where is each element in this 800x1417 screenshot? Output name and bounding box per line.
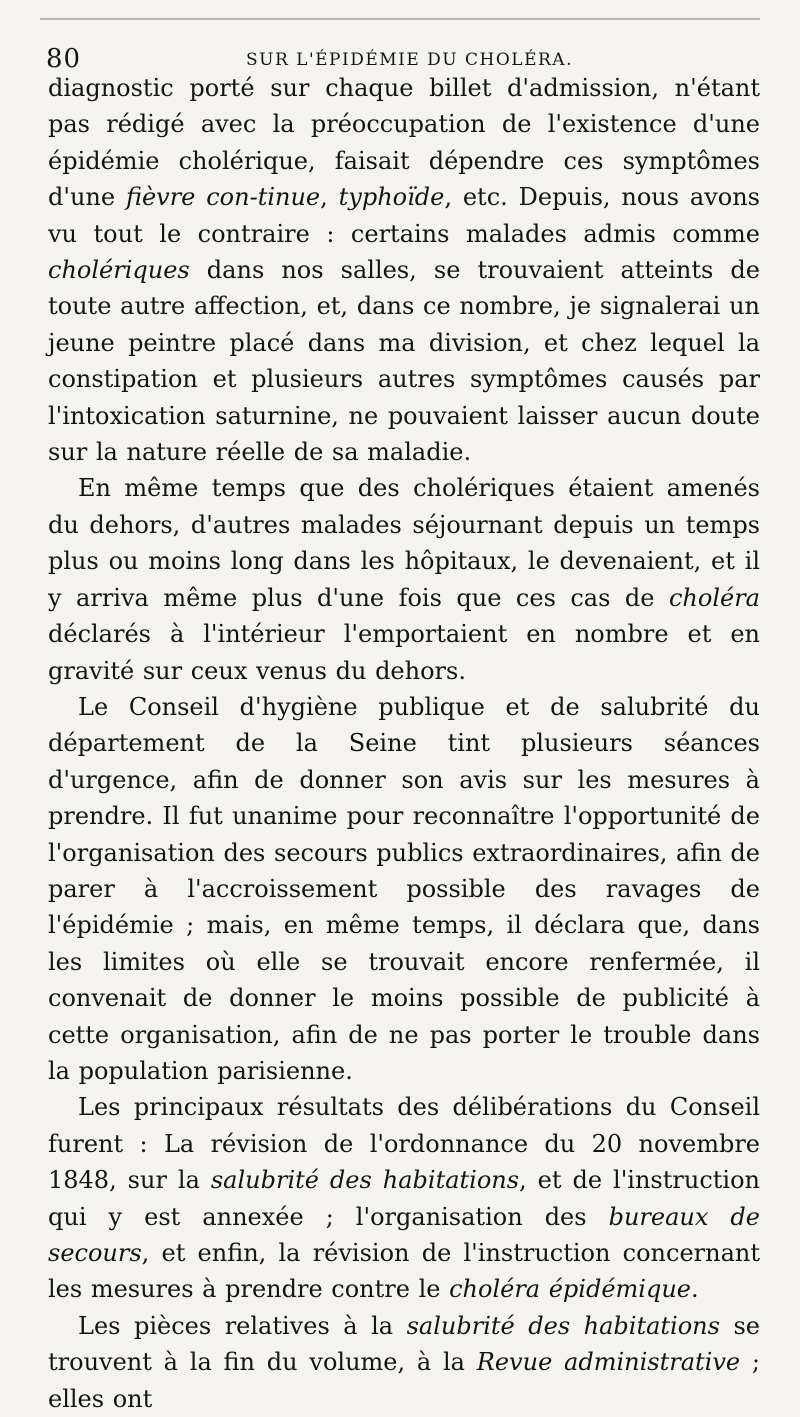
text-run: se trouvent à la fin du volume, à la <box>48 1311 760 1377</box>
paragraph <box>48 1308 760 1417</box>
text-run: , et de l'instruction qui y est annexée ; l'organisation des <box>48 1166 760 1231</box>
text-run: Le Conseil d'hygiène publique et de salubrité du département de la Seine tint plusieurs séances d'urgence, afin de donner son avis sur les mesures à prendre. Il fut unanime pour reconnaître l'opportunité de l'organisation des secours publics extraordinaires, afin de parer à l'accroissement possible des ravages de l'épidémie ; mais, en même temps, il déclara que, dans les limites où elle se trouvait encore renfermée, il convenait de donner le moins possible de publicité à cette organisation, afin de ne pas porter le trouble dans la population parisienne. <box>48 692 760 1085</box>
running-head <box>46 32 758 74</box>
italic-text: fièvre con-tinue <box>125 183 321 212</box>
text-run: En même temps que des cholériques étaient amenés du dehors, d'autres malades séjournant depuis un temps plus ou moins long dans les hôpitaux, le devenaient, et il y arriva même plus d'une fois que ces cas de <box>48 474 760 612</box>
text-run: dans nos salles, se trouvaient atteints de toute autre affection, et, dans ce nombre, je signalerai un jeune peintre placé dans ma division, et chez lequel la constipation et plusieurs autres symptômes causés par l'intoxication saturnine, ne pouvaient laisser aucun doute sur la nature réelle de sa maladie. <box>48 256 760 467</box>
italic-text: salubrité des habitations <box>406 1311 720 1340</box>
body-text <box>48 70 760 1417</box>
text-run: ; elles ont <box>48 1348 760 1413</box>
text-run: . <box>691 1275 699 1304</box>
text-run: , et enfin, la révision de l'instruction concernant les mesures à prendre contre le <box>48 1239 760 1304</box>
italic-text: typhoïde <box>338 183 445 212</box>
paragraph <box>48 470 760 688</box>
paragraph <box>48 70 760 470</box>
paragraph <box>48 1089 760 1307</box>
italic-text: choléra épidémique <box>449 1275 691 1304</box>
running-title: SUR L'ÉPIDÉMIE DU CHOLÉRA. <box>246 50 573 70</box>
italic-text: cholériques <box>48 256 190 285</box>
text-run: Les principaux résultats des délibérations du Conseil furent : La révision de l'ordonnance du 20 novembre 1848, sur la <box>48 1093 760 1195</box>
text-run: déclarés à l'intérieur l'emportaient en nombre et en gravité sur ceux venus du dehors. <box>48 620 760 685</box>
italic-text: salubrité des habitations <box>210 1166 520 1195</box>
text-run: Les pièces relatives à la <box>78 1311 407 1340</box>
text-run: diagnostic porté sur chaque billet d'admission, n'étant pas rédigé avec la préoccupation de l'existence d'une épidémie cholérique, faisait dépendre ces symptômes d'une <box>48 74 760 212</box>
page-number: 80 <box>46 44 82 74</box>
italic-text: choléra <box>668 583 760 612</box>
italic-text: bureaux de secours <box>48 1202 760 1267</box>
italic-text: Revue administrative <box>476 1348 741 1377</box>
paragraph <box>48 689 760 1089</box>
text-run: , etc. Depuis, nous avons vu tout le contraire : certains malades admis comme <box>48 183 760 248</box>
text-run: , <box>320 183 339 212</box>
top-rule <box>40 18 760 20</box>
